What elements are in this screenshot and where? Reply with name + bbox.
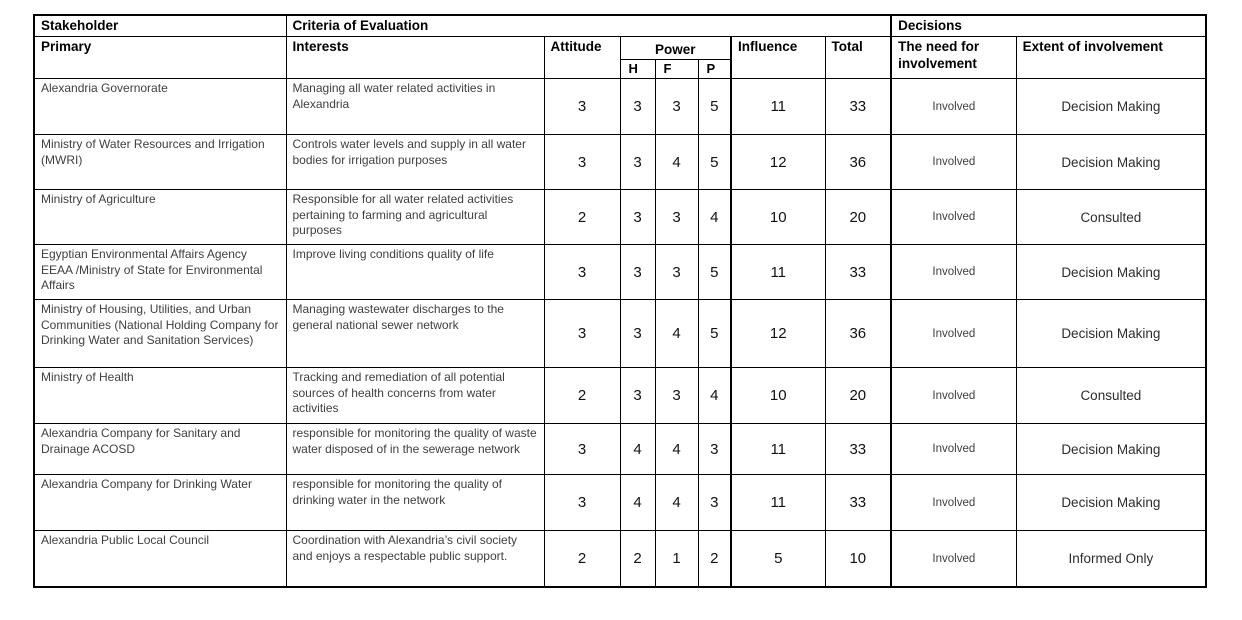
- total-value: 20: [825, 190, 891, 245]
- power-f-value: 4: [655, 300, 698, 368]
- influence-value: 11: [731, 245, 825, 300]
- power-p-value: 5: [698, 135, 731, 190]
- total-value: 20: [825, 368, 891, 424]
- stakeholder-analysis-container: [33, 14, 1207, 588]
- stakeholder-name: Ministry of Agriculture: [34, 190, 286, 245]
- power-f-value: 3: [655, 368, 698, 424]
- column-header-primary: Primary: [34, 36, 286, 79]
- power-p-value: 3: [698, 424, 731, 475]
- power-h-value: 4: [620, 424, 655, 475]
- power-f-value: 3: [655, 245, 698, 300]
- extent-of-involvement: Decision Making: [1016, 300, 1206, 368]
- attitude-value: 2: [544, 190, 620, 245]
- extent-of-involvement: Decision Making: [1016, 475, 1206, 531]
- interests-text: Managing wastewater discharges to the general national sewer network: [286, 300, 544, 368]
- stakeholder-name: Ministry of Water Resources and Irrigation (MWRI): [34, 135, 286, 190]
- table-row: [34, 475, 1206, 531]
- interests-text: Improve living conditions quality of life: [286, 245, 544, 300]
- column-header-power-h: H: [620, 59, 655, 79]
- column-header-power-p: P: [698, 59, 731, 79]
- power-p-value: 4: [698, 368, 731, 424]
- attitude-value: 3: [544, 135, 620, 190]
- interests-text: Managing all water related activities in Alexandria: [286, 79, 544, 135]
- stakeholder-name: Alexandria Company for Drinking Water: [34, 475, 286, 531]
- table-row: [34, 79, 1206, 135]
- table-header: [34, 15, 1206, 79]
- column-header-total: Total: [825, 36, 891, 79]
- need-for-involvement: Involved: [891, 475, 1016, 531]
- column-header-attitude: Attitude: [544, 36, 620, 79]
- interests-text: responsible for monitoring the quality of drinking water in the network: [286, 475, 544, 531]
- table-row: [34, 424, 1206, 475]
- power-h-value: 3: [620, 368, 655, 424]
- power-f-value: 3: [655, 79, 698, 135]
- interests-text: Tracking and remediation of all potential sources of health concerns from water activities: [286, 368, 544, 424]
- total-value: 33: [825, 79, 891, 135]
- column-header-power: Power: [620, 36, 731, 59]
- influence-value: 11: [731, 475, 825, 531]
- need-for-involvement: Involved: [891, 368, 1016, 424]
- stakeholder-name: Ministry of Health: [34, 368, 286, 424]
- power-f-value: 1: [655, 531, 698, 587]
- attitude-value: 3: [544, 300, 620, 368]
- power-h-value: 3: [620, 190, 655, 245]
- interests-text: Coordination with Alexandria’s civil society and enjoys a respectable public support.: [286, 531, 544, 587]
- stakeholder-name: Alexandria Public Local Council: [34, 531, 286, 587]
- influence-value: 11: [731, 424, 825, 475]
- interests-text: responsible for monitoring the quality of waste water disposed of in the sewerage network: [286, 424, 544, 475]
- need-for-involvement: Involved: [891, 245, 1016, 300]
- stakeholder-name: Alexandria Governorate: [34, 79, 286, 135]
- power-p-value: 2: [698, 531, 731, 587]
- influence-value: 10: [731, 190, 825, 245]
- header-group-row: [34, 15, 1206, 36]
- influence-value: 11: [731, 79, 825, 135]
- power-h-value: 3: [620, 245, 655, 300]
- need-for-involvement: Involved: [891, 300, 1016, 368]
- power-h-value: 3: [620, 135, 655, 190]
- power-f-value: 4: [655, 135, 698, 190]
- power-h-value: 3: [620, 79, 655, 135]
- power-p-value: 5: [698, 79, 731, 135]
- extent-of-involvement: Consulted: [1016, 368, 1206, 424]
- interests-text: Controls water levels and supply in all water bodies for irrigation purposes: [286, 135, 544, 190]
- influence-value: 12: [731, 300, 825, 368]
- total-value: 33: [825, 245, 891, 300]
- extent-of-involvement: Informed Only: [1016, 531, 1206, 587]
- influence-value: 5: [731, 531, 825, 587]
- power-p-value: 5: [698, 300, 731, 368]
- power-p-value: 4: [698, 190, 731, 245]
- attitude-value: 3: [544, 424, 620, 475]
- power-h-value: 4: [620, 475, 655, 531]
- extent-of-involvement: Decision Making: [1016, 245, 1206, 300]
- need-for-involvement: Involved: [891, 531, 1016, 587]
- power-p-value: 3: [698, 475, 731, 531]
- need-for-involvement: Involved: [891, 190, 1016, 245]
- column-header-power-f: F: [655, 59, 698, 79]
- column-header-influence: Influence: [731, 36, 825, 79]
- column-header-extent: Extent of involvement: [1016, 36, 1206, 79]
- need-for-involvement: Involved: [891, 135, 1016, 190]
- total-value: 36: [825, 135, 891, 190]
- stakeholder-name: Ministry of Housing, Utilities, and Urban Communities (National Holding Company for Drinking Water and Sanitation Services): [34, 300, 286, 368]
- header-criteria-group: Criteria of Evaluation: [286, 15, 891, 36]
- power-p-value: 5: [698, 245, 731, 300]
- table-row: [34, 300, 1206, 368]
- total-value: 33: [825, 475, 891, 531]
- attitude-value: 2: [544, 531, 620, 587]
- need-for-involvement: Involved: [891, 424, 1016, 475]
- table-row: [34, 190, 1206, 245]
- table-row: [34, 368, 1206, 424]
- column-header-need: The need for involvement: [891, 36, 1016, 79]
- power-f-value: 4: [655, 475, 698, 531]
- stakeholder-name: Egyptian Environmental Affairs Agency EEAA /Ministry of State for Environmental Affairs: [34, 245, 286, 300]
- header-decisions-group: Decisions: [891, 15, 1206, 36]
- interests-text: Responsible for all water related activities pertaining to farming and agricultural purposes: [286, 190, 544, 245]
- total-value: 10: [825, 531, 891, 587]
- power-f-value: 3: [655, 190, 698, 245]
- table-row: [34, 245, 1206, 300]
- header-columns-row: [34, 36, 1206, 59]
- stakeholder-name: Alexandria Company for Sanitary and Drainage ACOSD: [34, 424, 286, 475]
- influence-value: 12: [731, 135, 825, 190]
- column-header-interests: Interests: [286, 36, 544, 79]
- attitude-value: 2: [544, 368, 620, 424]
- power-h-value: 2: [620, 531, 655, 587]
- total-value: 36: [825, 300, 891, 368]
- extent-of-involvement: Consulted: [1016, 190, 1206, 245]
- attitude-value: 3: [544, 245, 620, 300]
- extent-of-involvement: Decision Making: [1016, 424, 1206, 475]
- header-stakeholder-group: Stakeholder: [34, 15, 286, 36]
- attitude-value: 3: [544, 475, 620, 531]
- need-for-involvement: Involved: [891, 79, 1016, 135]
- table-row: [34, 135, 1206, 190]
- table-row: [34, 531, 1206, 587]
- power-f-value: 4: [655, 424, 698, 475]
- extent-of-involvement: Decision Making: [1016, 135, 1206, 190]
- table-body: [34, 79, 1206, 587]
- power-h-value: 3: [620, 300, 655, 368]
- total-value: 33: [825, 424, 891, 475]
- extent-of-involvement: Decision Making: [1016, 79, 1206, 135]
- influence-value: 10: [731, 368, 825, 424]
- attitude-value: 3: [544, 79, 620, 135]
- stakeholder-analysis-table: [33, 14, 1207, 588]
